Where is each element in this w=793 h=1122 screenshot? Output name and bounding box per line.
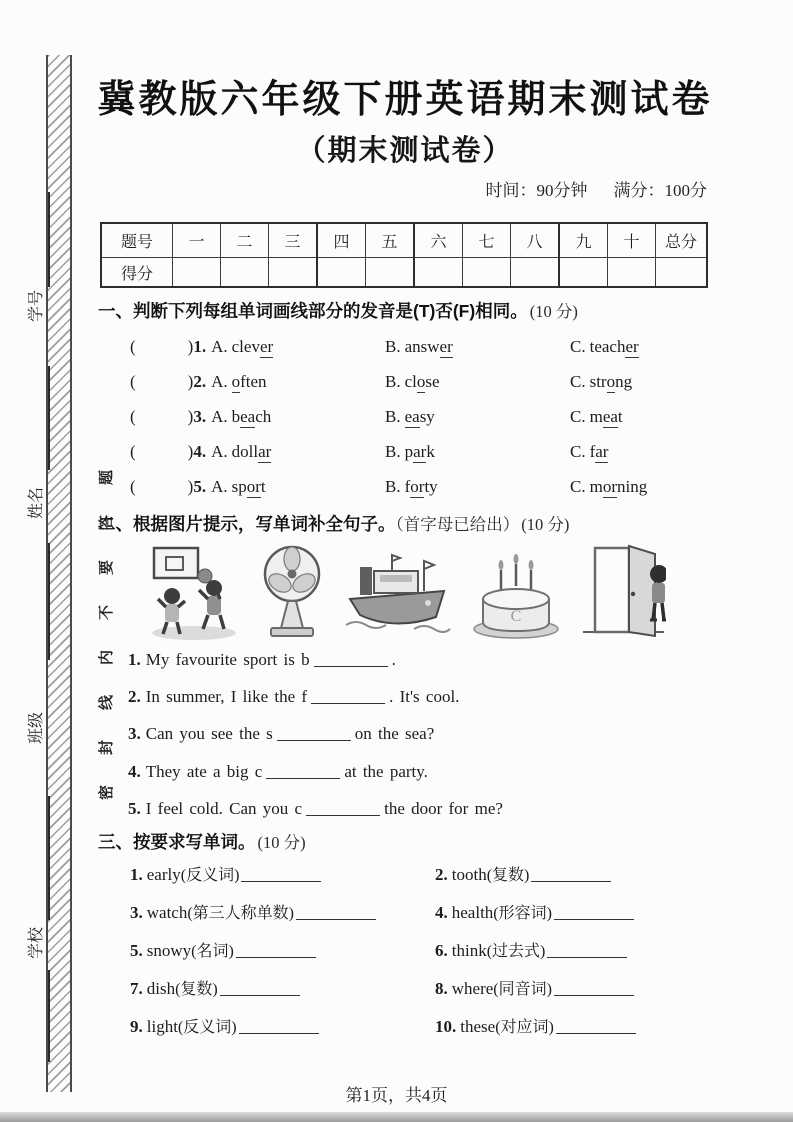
word-item: 3. watch(第三人称单数): [130, 900, 376, 923]
score-cell: [511, 258, 560, 288]
exam-meta: [95, 176, 707, 201]
side-label-class: 班级: [28, 712, 45, 745]
table-header-cell: 一: [173, 223, 221, 258]
score-cell: [173, 258, 221, 288]
table-header-cell: 八: [511, 223, 560, 258]
word-option: strong: [589, 372, 633, 391]
side-label-name: 姓名: [28, 487, 45, 520]
page-subtitle: （期末测试卷）: [296, 135, 514, 167]
section3-items: [130, 856, 740, 1056]
table-header-cell: 四: [317, 223, 366, 258]
score-cell: [221, 258, 269, 288]
table-header-cell: 十: [608, 223, 656, 258]
fill-in-line: [48, 796, 50, 920]
score-info: 满分：100分: [613, 181, 707, 200]
answer-blank: [556, 1019, 636, 1034]
score-cell: [559, 258, 608, 288]
fill-in-line: [48, 970, 50, 1062]
answer-blank: [220, 981, 300, 996]
table-header-cell: 题号: [101, 223, 173, 258]
word-item: 2. tooth(复数): [435, 862, 611, 885]
table-header-cell: 七: [463, 223, 511, 258]
word-item: 1. early(反义词): [130, 862, 321, 885]
word-item: 7. dish(复数): [130, 976, 300, 999]
answer-blank: [241, 867, 321, 882]
page-bottom-shadow: [0, 1112, 793, 1122]
sentence-item: 5. I feel cold. Can you c the door for me?: [128, 799, 503, 818]
answer-blank: [554, 981, 634, 996]
answer-bracket: ( ): [130, 337, 194, 356]
answer-blank: [306, 801, 380, 816]
score-cell: [317, 258, 366, 288]
section3-heading: 三、按要求写单词。 (10 分): [98, 832, 306, 852]
time-info: 时间：90分钟: [485, 181, 588, 200]
word-option: morning: [589, 477, 648, 496]
word-option: meat: [589, 407, 623, 426]
basketball-illustration: [148, 542, 240, 642]
table-header-cell: 二: [221, 223, 269, 258]
page-footer: 第1页，共4页: [345, 1086, 448, 1105]
answer-blank: [266, 764, 340, 779]
section1-heading: 一、判断下列每组单词画线部分的发音是(T)否(F)相同。 (10 分): [98, 301, 578, 321]
answer-blank: [296, 905, 376, 920]
word-option: teacher: [589, 337, 639, 356]
answer-bracket: ( ): [130, 442, 194, 461]
ship-illustration: [344, 547, 452, 642]
word-option: forty: [404, 477, 438, 496]
side-label-school: 学校: [28, 927, 45, 960]
score-cell: [269, 258, 318, 288]
fill-in-line: [48, 543, 50, 660]
phonics-item: ( )1. A. clever B. answer C. teacher: [130, 337, 639, 356]
word-item: 4. health(形容词): [435, 900, 634, 923]
door-illustration: [581, 542, 666, 642]
phonics-item: ( )3. A. beach B. easy C. meat: [130, 407, 623, 426]
seal-line-text: 密封线内不要答题: [95, 427, 119, 813]
answer-bracket: ( ): [130, 477, 194, 496]
cake-illustration: [469, 542, 564, 642]
table-header-cell: 三: [269, 223, 318, 258]
svg-text:C: C: [510, 608, 522, 625]
table-header-cell: 六: [414, 223, 463, 258]
answer-blank: [547, 943, 627, 958]
word-item: 6. think(过去式): [435, 938, 627, 961]
word-option: close: [404, 372, 440, 391]
phonics-item: ( )5. A. sport B. forty C. morning: [130, 477, 648, 496]
word-option: easy: [404, 407, 435, 426]
table-header-cell: 得分: [101, 258, 173, 288]
word-item: 9. light(反义词): [130, 1014, 319, 1037]
word-item: 5. snowy(名词): [130, 938, 316, 961]
fill-in-line: [48, 366, 50, 470]
section2-heading: 二、根据图片提示，写单词补全句子。（首字母已给出） (10 分): [98, 514, 570, 534]
word-option: far: [589, 442, 609, 461]
answer-bracket: ( ): [130, 407, 194, 426]
answer-blank: [239, 1019, 319, 1034]
section2-sentences: [128, 646, 748, 826]
table-header-cell: 五: [366, 223, 415, 258]
word-option: often: [231, 372, 267, 391]
score-table-score-row: [101, 258, 707, 288]
word-item: 10. these(对应词): [435, 1014, 636, 1037]
score-cell: [608, 258, 656, 288]
word-option: clever: [231, 337, 274, 356]
score-cell: [656, 258, 708, 288]
word-option: beach: [231, 407, 272, 426]
page-title: 冀教版六年级下册英语期末测试卷: [97, 79, 713, 121]
score-cell: [366, 258, 415, 288]
fan-illustration: [257, 542, 327, 642]
fill-in-line: [48, 192, 50, 287]
score-table: [100, 222, 708, 288]
word-item: 8. where(同音词): [435, 976, 634, 999]
word-option: park: [404, 442, 435, 461]
section1-items: [95, 331, 755, 511]
word-option: sport: [231, 477, 266, 496]
sentence-item: 1. My favourite sport is b .: [128, 650, 396, 669]
score-table-header-row: [101, 223, 707, 258]
table-header-cell: 九: [559, 223, 608, 258]
table-header-cell: 总分: [656, 223, 708, 258]
phonics-item: ( )4. A. dollar B. park C. far: [130, 442, 609, 461]
score-cell: [414, 258, 463, 288]
answer-blank: [314, 652, 388, 667]
phonics-item: ( )2. A. often B. close C. strong: [130, 372, 633, 391]
answer-blank: [531, 867, 611, 882]
answer-bracket: ( ): [130, 372, 194, 391]
sentence-item: 3. Can you see the s on the sea?: [128, 724, 435, 743]
word-option: dollar: [231, 442, 272, 461]
word-option: answer: [404, 337, 453, 356]
answer-blank: [554, 905, 634, 920]
answer-blank: [277, 726, 351, 741]
picture-prompts: [148, 538, 666, 642]
side-label-student-no: 学号: [28, 290, 45, 323]
answer-blank: [236, 943, 316, 958]
sentence-item: 4. They ate a big c at the party.: [128, 762, 428, 781]
answer-blank: [311, 689, 385, 704]
score-cell: [463, 258, 511, 288]
sentence-item: 2. In summer, I like the f . It's cool.: [128, 687, 460, 706]
